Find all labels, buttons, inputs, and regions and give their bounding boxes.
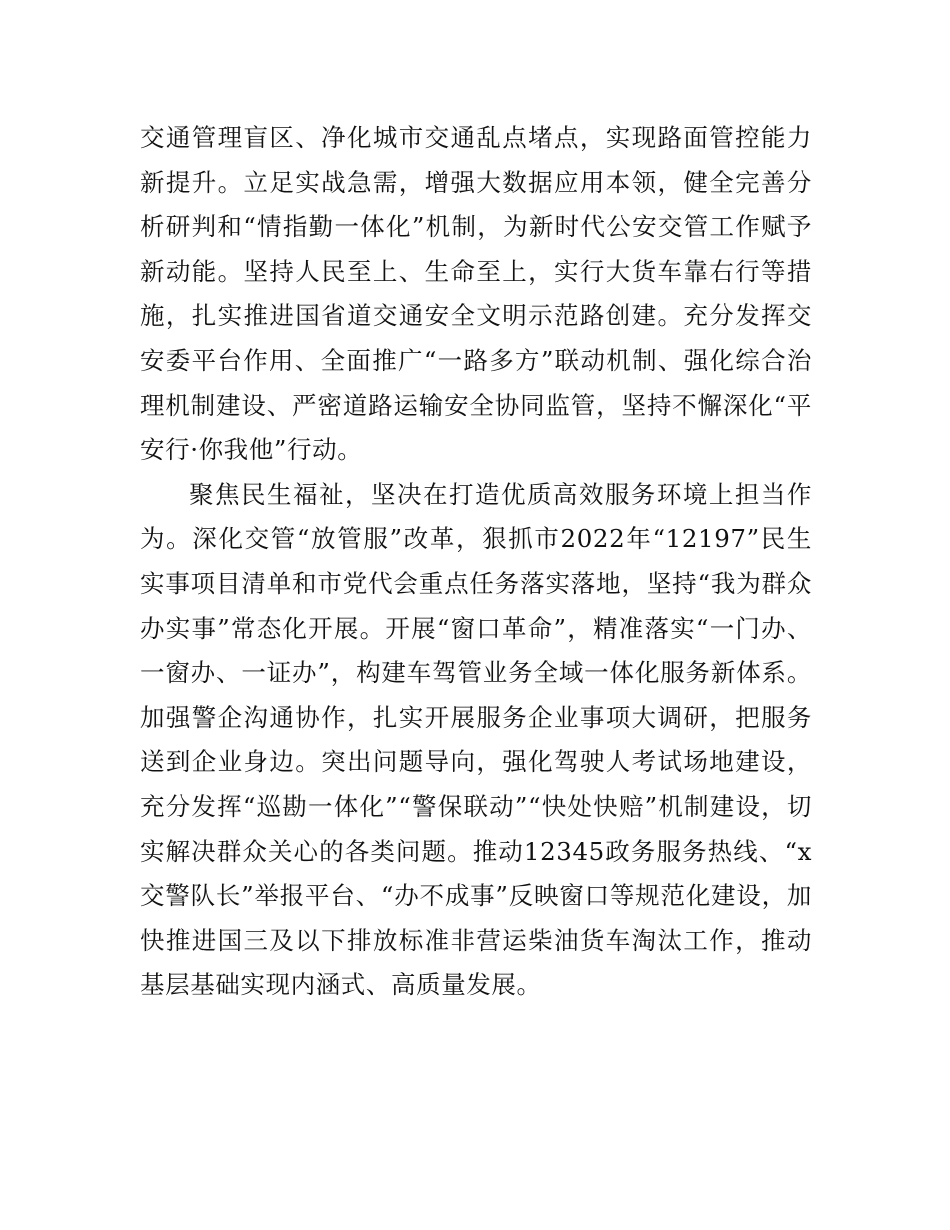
document-body	[140, 116, 812, 1008]
paragraph-traffic-management: 交通管理盲区、净化城市交通乱点堵点，实现路面管控能力新提升。立足实战急需，增强大数据应用本领，健全完善分析研判和“情指勤一体化”机制，为新时代公安交管工作赋予新动能。坚持人民至上、生命至上，实行大货车靠右行等措施，扎实推进国省道交通安全文明示范路创建。充分发挥交安委平台作用、全面推广“一路多方”联动机制、强化综合治理机制建设、严密道路运输安全协同监管，坚持不懈深化“平安行·你我他”行动。	[140, 123, 812, 465]
paragraph-public-service: 聚焦民生福祉，坚决在打造优质高效服务环境上担当作为。深化交管“放管服”改革，狠抓市2022年“12197”民生实事项目清单和市党代会重点任务落实落地，坚持“我为群众办实事”常态化开展。开展“窗口革命”，精准落实“一门办、一窗办、一证办”，构建车驾管业务全域一体化服务新体系。加强警企沟通协作，扎实开展服务企业事项大调研，把服务送到企业身边。突出问题导向，强化驾驶人考试场地建设，充分发挥“巡勘一体化”“警保联动”“快处快赔”机制建设，切实解决群众关心的各类问题。推动12345政务服务热线、“x交警队长”举报平台、“办不成事”反映窗口等规范化建设，加快推进国三及以下排放标准非营运柴油货车淘汰工作，推动基层基础实现内涵式、高质量发展。	[140, 479, 812, 1000]
